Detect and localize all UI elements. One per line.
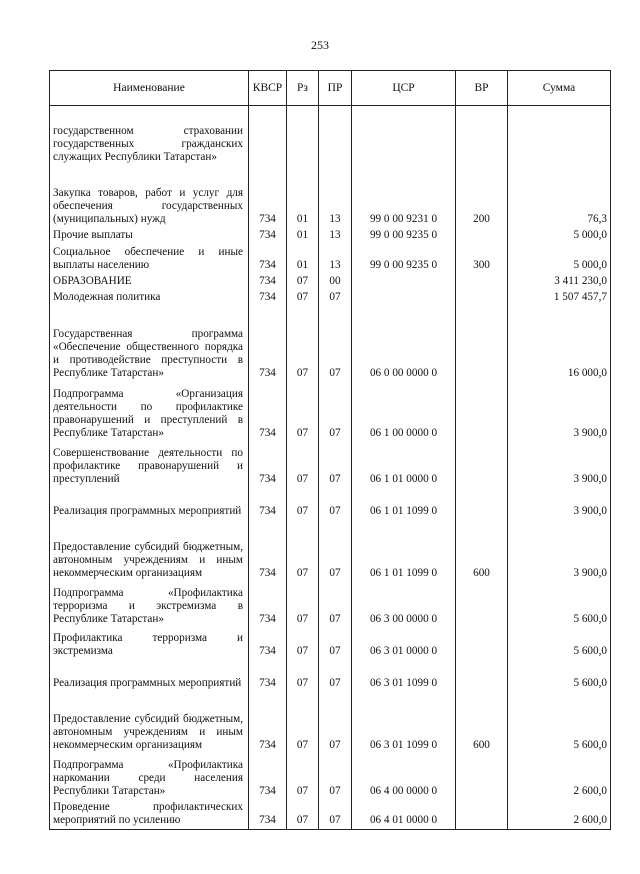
row-kvsr: 734 [249, 244, 287, 274]
row-pr: 07 [319, 442, 352, 488]
budget-table [49, 70, 611, 830]
row-kvsr: 734 [249, 442, 287, 488]
row-pr: 00 [319, 274, 352, 290]
row-name: Проведение профилактических мероприятий по усилению [50, 800, 249, 830]
column-header-rz: Рз [287, 71, 319, 106]
table-row [50, 488, 611, 520]
row-csr [352, 290, 456, 306]
row-pr: 13 [319, 166, 352, 228]
row-pr: 07 [319, 488, 352, 520]
row-pr: 07 [319, 306, 352, 382]
row-vr [456, 488, 508, 520]
row-kvsr: 734 [249, 228, 287, 244]
row-sum: 1 507 457,7 [508, 290, 611, 306]
column-header-kvsr: КВСР [249, 71, 287, 106]
row-vr [456, 290, 508, 306]
row-name: Реализация программных мероприятий [50, 660, 249, 692]
table-row [50, 290, 611, 306]
row-vr: 600 [456, 520, 508, 582]
row-vr [456, 382, 508, 442]
row-name: Подпрограмма «Организация деятельности по профилактике правонарушений и преступлений в Республике Татарстан» [50, 382, 249, 442]
row-csr [352, 274, 456, 290]
table-row [50, 306, 611, 382]
row-rz: 07 [287, 274, 319, 290]
row-rz: 07 [287, 800, 319, 830]
row-pr: 07 [319, 382, 352, 442]
table-row [50, 628, 611, 660]
row-csr: 06 3 01 0000 0 [352, 628, 456, 660]
row-csr [352, 106, 456, 166]
table-row [50, 800, 611, 830]
row-vr [456, 442, 508, 488]
row-name: Предоставление субсидий бюджетным, автономным учреждениям и иным некоммерческим организациям [50, 520, 249, 582]
row-sum: 3 411 230,0 [508, 274, 611, 290]
table-row [50, 582, 611, 628]
row-pr: 07 [319, 800, 352, 830]
row-name: Закупка товаров, работ и услуг для обеспечения государственных (муниципальных) нужд [50, 166, 249, 228]
row-pr: 07 [319, 290, 352, 306]
row-rz: 07 [287, 306, 319, 382]
page-number: 253 [311, 38, 329, 52]
row-rz: 07 [287, 582, 319, 628]
table-header-row [50, 71, 611, 106]
row-vr: 200 [456, 166, 508, 228]
row-pr: 13 [319, 244, 352, 274]
row-csr: 99 0 00 9231 0 [352, 166, 456, 228]
row-sum: 3 900,0 [508, 382, 611, 442]
row-csr: 06 1 00 0000 0 [352, 382, 456, 442]
row-name: ОБРАЗОВАНИЕ [50, 274, 249, 290]
row-name: Молодежная политика [50, 290, 249, 306]
row-kvsr: 734 [249, 488, 287, 520]
row-sum: 5 000,0 [508, 228, 611, 244]
row-sum: 3 900,0 [508, 520, 611, 582]
row-rz: 07 [287, 520, 319, 582]
table-row [50, 274, 611, 290]
row-rz: 07 [287, 290, 319, 306]
row-name: Профилактика терроризма и экстремизма [50, 628, 249, 660]
row-vr [456, 628, 508, 660]
row-name: Государственная программа «Обеспечение общественного порядка и противодействие преступности в Республике Татарстан» [50, 306, 249, 382]
row-vr: 300 [456, 244, 508, 274]
table-row [50, 520, 611, 582]
row-sum: 76,3 [508, 166, 611, 228]
row-pr: 07 [319, 660, 352, 692]
column-header-csr: ЦСР [352, 71, 456, 106]
row-sum: 3 900,0 [508, 488, 611, 520]
row-name: Предоставление субсидий бюджетным, автономным учреждениям и иным некоммерческим организациям [50, 692, 249, 754]
row-csr: 06 1 01 0000 0 [352, 442, 456, 488]
row-pr: 07 [319, 628, 352, 660]
row-csr: 06 0 00 0000 0 [352, 306, 456, 382]
row-pr: 13 [319, 228, 352, 244]
column-header-vr: ВР [456, 71, 508, 106]
row-csr: 99 0 00 9235 0 [352, 244, 456, 274]
row-csr: 99 0 00 9235 0 [352, 228, 456, 244]
row-name: Подпрограмма «Профилактика терроризма и экстремизма в Республике Татарстан» [50, 582, 249, 628]
row-kvsr: 734 [249, 660, 287, 692]
row-kvsr: 734 [249, 274, 287, 290]
row-vr [456, 660, 508, 692]
row-vr [456, 582, 508, 628]
row-csr: 06 1 01 1099 0 [352, 520, 456, 582]
row-pr [319, 106, 352, 166]
column-header-name: Наименование [50, 71, 249, 106]
row-sum: 3 900,0 [508, 442, 611, 488]
row-kvsr: 734 [249, 166, 287, 228]
column-header-pr: ПР [319, 71, 352, 106]
row-csr: 06 3 00 0000 0 [352, 582, 456, 628]
row-vr: 600 [456, 692, 508, 754]
table-row [50, 228, 611, 244]
row-rz: 01 [287, 228, 319, 244]
row-name: Совершенствование деятельности по профилактике правонарушений и преступлений [50, 442, 249, 488]
row-pr: 07 [319, 692, 352, 754]
table-row [50, 442, 611, 488]
row-vr [456, 754, 508, 800]
row-vr [456, 306, 508, 382]
row-name: государственном страховании государственных гражданских служащих Республики Татарстан» [50, 106, 249, 166]
row-kvsr: 734 [249, 628, 287, 660]
row-sum [508, 106, 611, 166]
row-sum: 2 600,0 [508, 800, 611, 830]
row-rz: 07 [287, 382, 319, 442]
row-pr: 07 [319, 582, 352, 628]
table-row [50, 106, 611, 166]
row-kvsr: 734 [249, 692, 287, 754]
column-header-sum: Сумма [508, 71, 611, 106]
row-vr [456, 228, 508, 244]
row-sum: 5 600,0 [508, 582, 611, 628]
table-row [50, 382, 611, 442]
row-name: Прочие выплаты [50, 228, 249, 244]
row-sum: 16 000,0 [508, 306, 611, 382]
row-kvsr: 734 [249, 290, 287, 306]
table-body [50, 106, 611, 830]
row-rz: 07 [287, 754, 319, 800]
row-kvsr: 734 [249, 800, 287, 830]
row-kvsr: 734 [249, 582, 287, 628]
row-csr: 06 4 01 0000 0 [352, 800, 456, 830]
row-rz: 07 [287, 692, 319, 754]
row-sum: 5 600,0 [508, 628, 611, 660]
row-rz: 01 [287, 166, 319, 228]
row-kvsr: 734 [249, 306, 287, 382]
row-rz [287, 106, 319, 166]
row-rz: 07 [287, 628, 319, 660]
row-vr [456, 800, 508, 830]
row-sum: 2 600,0 [508, 754, 611, 800]
row-rz: 01 [287, 244, 319, 274]
row-sum: 5 600,0 [508, 692, 611, 754]
row-kvsr: 734 [249, 754, 287, 800]
row-name: Подпрограмма «Профилактика наркомании среди населения Республики Татарстан» [50, 754, 249, 800]
row-rz: 07 [287, 442, 319, 488]
row-vr [456, 106, 508, 166]
table-row [50, 692, 611, 754]
row-sum: 5 600,0 [508, 660, 611, 692]
row-vr [456, 274, 508, 290]
row-csr: 06 4 00 0000 0 [352, 754, 456, 800]
row-kvsr [249, 106, 287, 166]
row-rz: 07 [287, 488, 319, 520]
row-kvsr: 734 [249, 382, 287, 442]
row-name: Реализация программных мероприятий [50, 488, 249, 520]
table-row [50, 660, 611, 692]
table-row [50, 244, 611, 274]
row-name: Социальное обеспечение и иные выплаты населению [50, 244, 249, 274]
table-row [50, 754, 611, 800]
row-csr: 06 3 01 1099 0 [352, 692, 456, 754]
row-csr: 06 3 01 1099 0 [352, 660, 456, 692]
row-sum: 5 000,0 [508, 244, 611, 274]
row-pr: 07 [319, 754, 352, 800]
row-pr: 07 [319, 520, 352, 582]
table-row [50, 166, 611, 228]
row-csr: 06 1 01 1099 0 [352, 488, 456, 520]
row-kvsr: 734 [249, 520, 287, 582]
row-rz: 07 [287, 660, 319, 692]
